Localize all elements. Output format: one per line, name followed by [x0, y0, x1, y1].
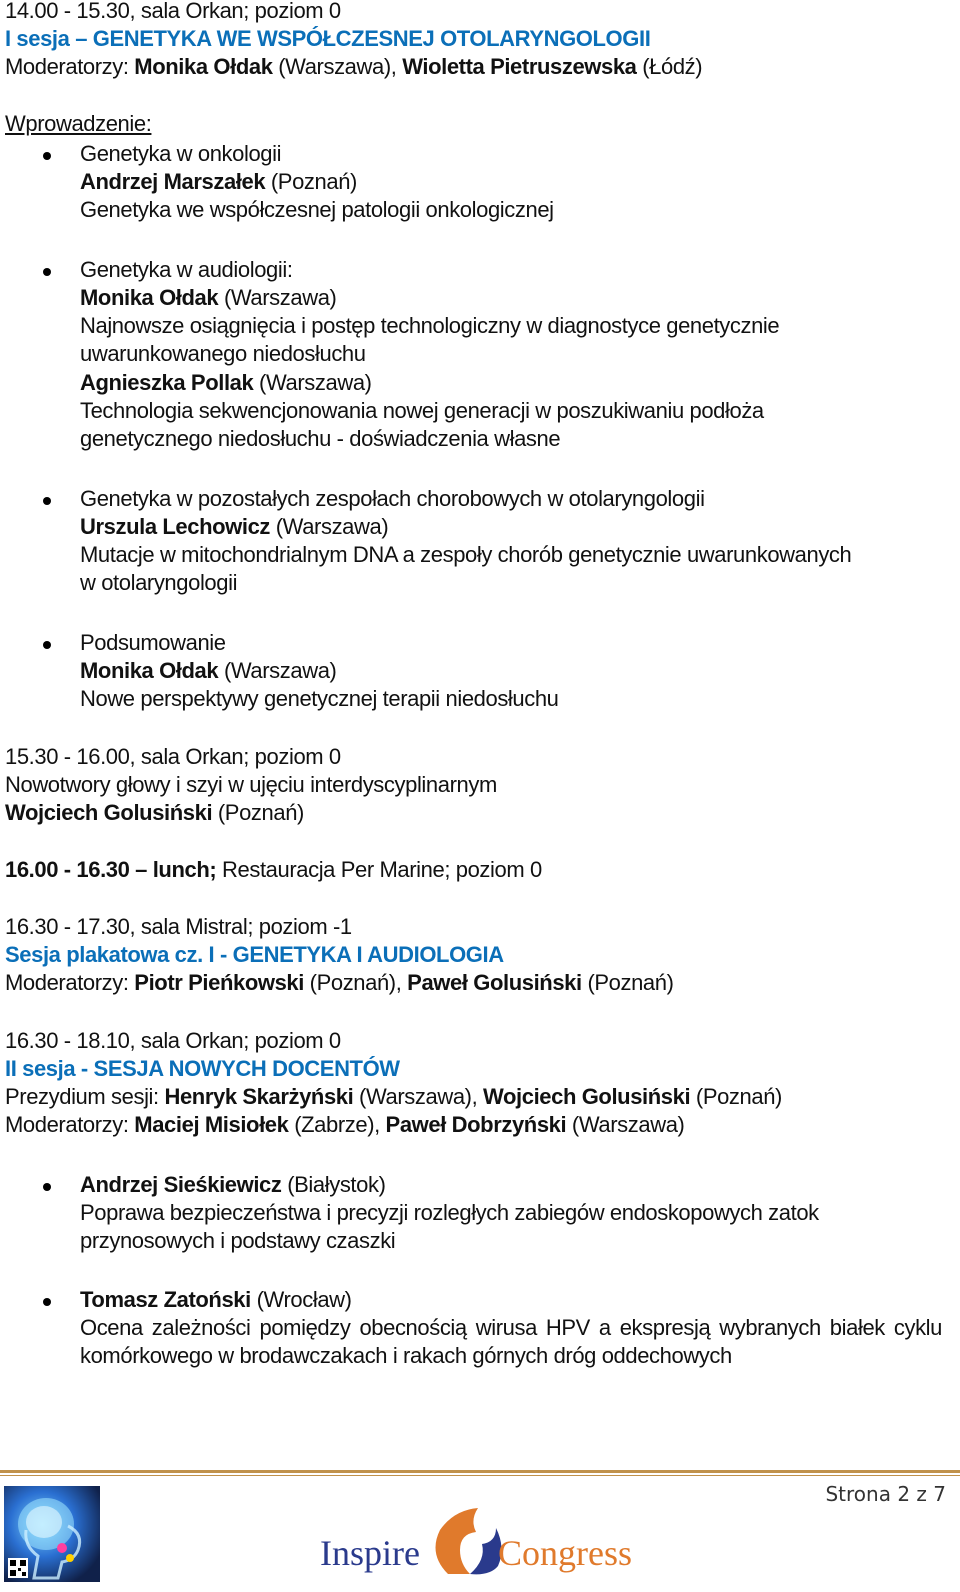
moderator-city: (Łódź): [636, 54, 703, 79]
brain-scan-icon: [4, 1486, 100, 1582]
bullet-icon: [43, 1298, 51, 1306]
moderators-label: Moderatorzy:: [5, 1112, 135, 1137]
lecture-title: Poprawa bezpieczeństwa i precyzji rozległych zabiegów endoskopowych zatok przynosowych i podstawy czaszki: [80, 1200, 819, 1253]
session4-time: 16.30 - 18.10, sala Orkan; poziom 0: [5, 1028, 341, 1053]
bullet-icon: [43, 152, 51, 160]
speaker-name: Monika Ołdak: [80, 285, 219, 310]
topic-heading: Genetyka w audiologii:: [80, 257, 293, 282]
speaker-name: Monika Ołdak: [80, 658, 219, 683]
speaker-city: (Poznań): [212, 800, 304, 825]
moderator-city: (Zabrze),: [288, 1112, 386, 1137]
topic-heading: Genetyka w pozostałych zespołach chorobowych w otolaryngologii: [80, 486, 705, 511]
lecture-title: Ocena zależności pomiędzy obecnością wirusa HPV a ekspresją wybranych białek cyklu komórkowego w brodawczakach i rakach górnych dróg oddechowych: [80, 1315, 942, 1368]
footer-rule-thin: [0, 1475, 960, 1476]
moderator-name: Wioletta Pietruszewska: [402, 54, 637, 79]
speaker-name: Andrzej Marszałek: [80, 169, 266, 194]
lecture-title: Najnowsze osiągnięcia i postęp technologiczny w diagnostyce genetycznie uwarunkowanego niedosłuchu: [80, 313, 780, 366]
bullet-icon: [43, 1183, 51, 1191]
lecture-title: Genetyka we współczesnej patologii onkologicznej: [80, 197, 554, 222]
footer-rule: [0, 1470, 960, 1473]
logo-text-left: Inspire: [320, 1533, 420, 1573]
logo-text-right: Congress: [498, 1533, 632, 1573]
speaker: [80, 657, 336, 685]
intro-label: Wprowadzenie:: [5, 111, 152, 136]
bullet-icon: [43, 268, 51, 276]
session1-title: I sesja – GENETYKA WE WSPÓŁCZESNEJ OTOLARYNGOLOGII: [5, 26, 651, 51]
presidium-label: Prezydium sesji:: [5, 1084, 165, 1109]
speaker: [80, 1286, 352, 1314]
session1-time: 14.00 - 15.30, sala Orkan; poziom 0: [5, 0, 341, 23]
session4-presidium: [5, 1083, 782, 1111]
speaker-name: Urszula Lechowicz: [80, 514, 271, 539]
speaker-name: Tomasz Zatoński: [80, 1287, 251, 1312]
moderator-name: Paweł Golusiński: [407, 970, 582, 995]
session3-title: Sesja plakatowa cz. I - GENETYKA I AUDIOLOGIA: [5, 942, 504, 967]
moderator-name: Maciej Misiołek: [134, 1112, 289, 1137]
speaker: [80, 1171, 386, 1199]
moderators-label: Moderatorzy:: [5, 970, 135, 995]
moderator-city: (Poznań): [581, 970, 674, 995]
speaker-name: Agnieszka Pollak: [80, 370, 254, 395]
speaker-city: (Warszawa): [218, 658, 337, 683]
speaker-city: (Poznań): [265, 169, 357, 194]
moderator-city: (Poznań),: [303, 970, 408, 995]
lecture-title: Technologia sekwencjonowania nowej generacji w poszukiwaniu podłoża genetycznego niedosłuchu - doświadczenia własne: [80, 398, 764, 451]
lunch-time: 16.00 - 16.30 – lunch;: [5, 857, 217, 882]
session4-moderators: [5, 1111, 684, 1139]
speaker-city: (Wrocław): [250, 1287, 352, 1312]
lecture-title: Nowe perspektywy genetycznej terapii niedosłuchu: [80, 686, 559, 711]
presidium-name: Wojciech Golusiński: [483, 1084, 691, 1109]
speaker: [80, 369, 372, 397]
speaker: [80, 168, 357, 196]
moderator-name: Piotr Pieńkowski: [134, 970, 304, 995]
page-number: Strona 2 z 7: [825, 1482, 946, 1506]
speaker: [5, 799, 304, 827]
speaker-city: (Warszawa): [253, 370, 372, 395]
moderators-label: Moderatorzy:: [5, 54, 135, 79]
presidium-city: (Poznań): [690, 1084, 782, 1109]
moderator-name: Paweł Dobrzyński: [385, 1112, 567, 1137]
topic-heading: Podsumowanie: [80, 630, 226, 655]
lecture-title: Mutacje w mitochondrialnym DNA a zespoły chorób genetycznie uwarunkowanych w otolaryngologii: [80, 542, 852, 595]
lunch-line: [5, 856, 542, 884]
speaker-city: (Białystok): [281, 1172, 386, 1197]
brain-scan-image: [4, 1486, 100, 1582]
speaker-name: Wojciech Golusiński: [5, 800, 213, 825]
presidium-city: (Warszawa),: [353, 1084, 484, 1109]
moderator-city: (Warszawa): [566, 1112, 685, 1137]
session3-time: 16.30 - 17.30, sala Mistral; poziom -1: [5, 914, 352, 939]
speaker-city: (Warszawa): [270, 514, 389, 539]
moderator-city: (Warszawa),: [272, 54, 403, 79]
speaker-city: (Warszawa): [218, 285, 337, 310]
speaker: [80, 513, 388, 541]
lunch-place: Restauracja Per Marine; poziom 0: [216, 857, 542, 882]
session4-title: II sesja - SESJA NOWYCH DOCENTÓW: [5, 1056, 400, 1081]
speaker-name: Andrzej Sieśkiewicz: [80, 1172, 282, 1197]
session2-title: Nowotwory głowy i szyi w ujęciu interdyscyplinarnym: [5, 772, 497, 797]
moderator-name: Monika Ołdak: [134, 54, 273, 79]
speaker: [80, 284, 336, 312]
session3-moderators: [5, 969, 674, 997]
inspire-congress-logo: [320, 1504, 640, 1584]
bullet-icon: [43, 497, 51, 505]
presidium-name: Henryk Skarżyński: [164, 1084, 354, 1109]
session2-time: 15.30 - 16.00, sala Orkan; poziom 0: [5, 744, 341, 769]
session1-moderators: [5, 53, 702, 81]
topic-heading: Genetyka w onkologii: [80, 141, 282, 166]
bullet-icon: [43, 641, 51, 649]
